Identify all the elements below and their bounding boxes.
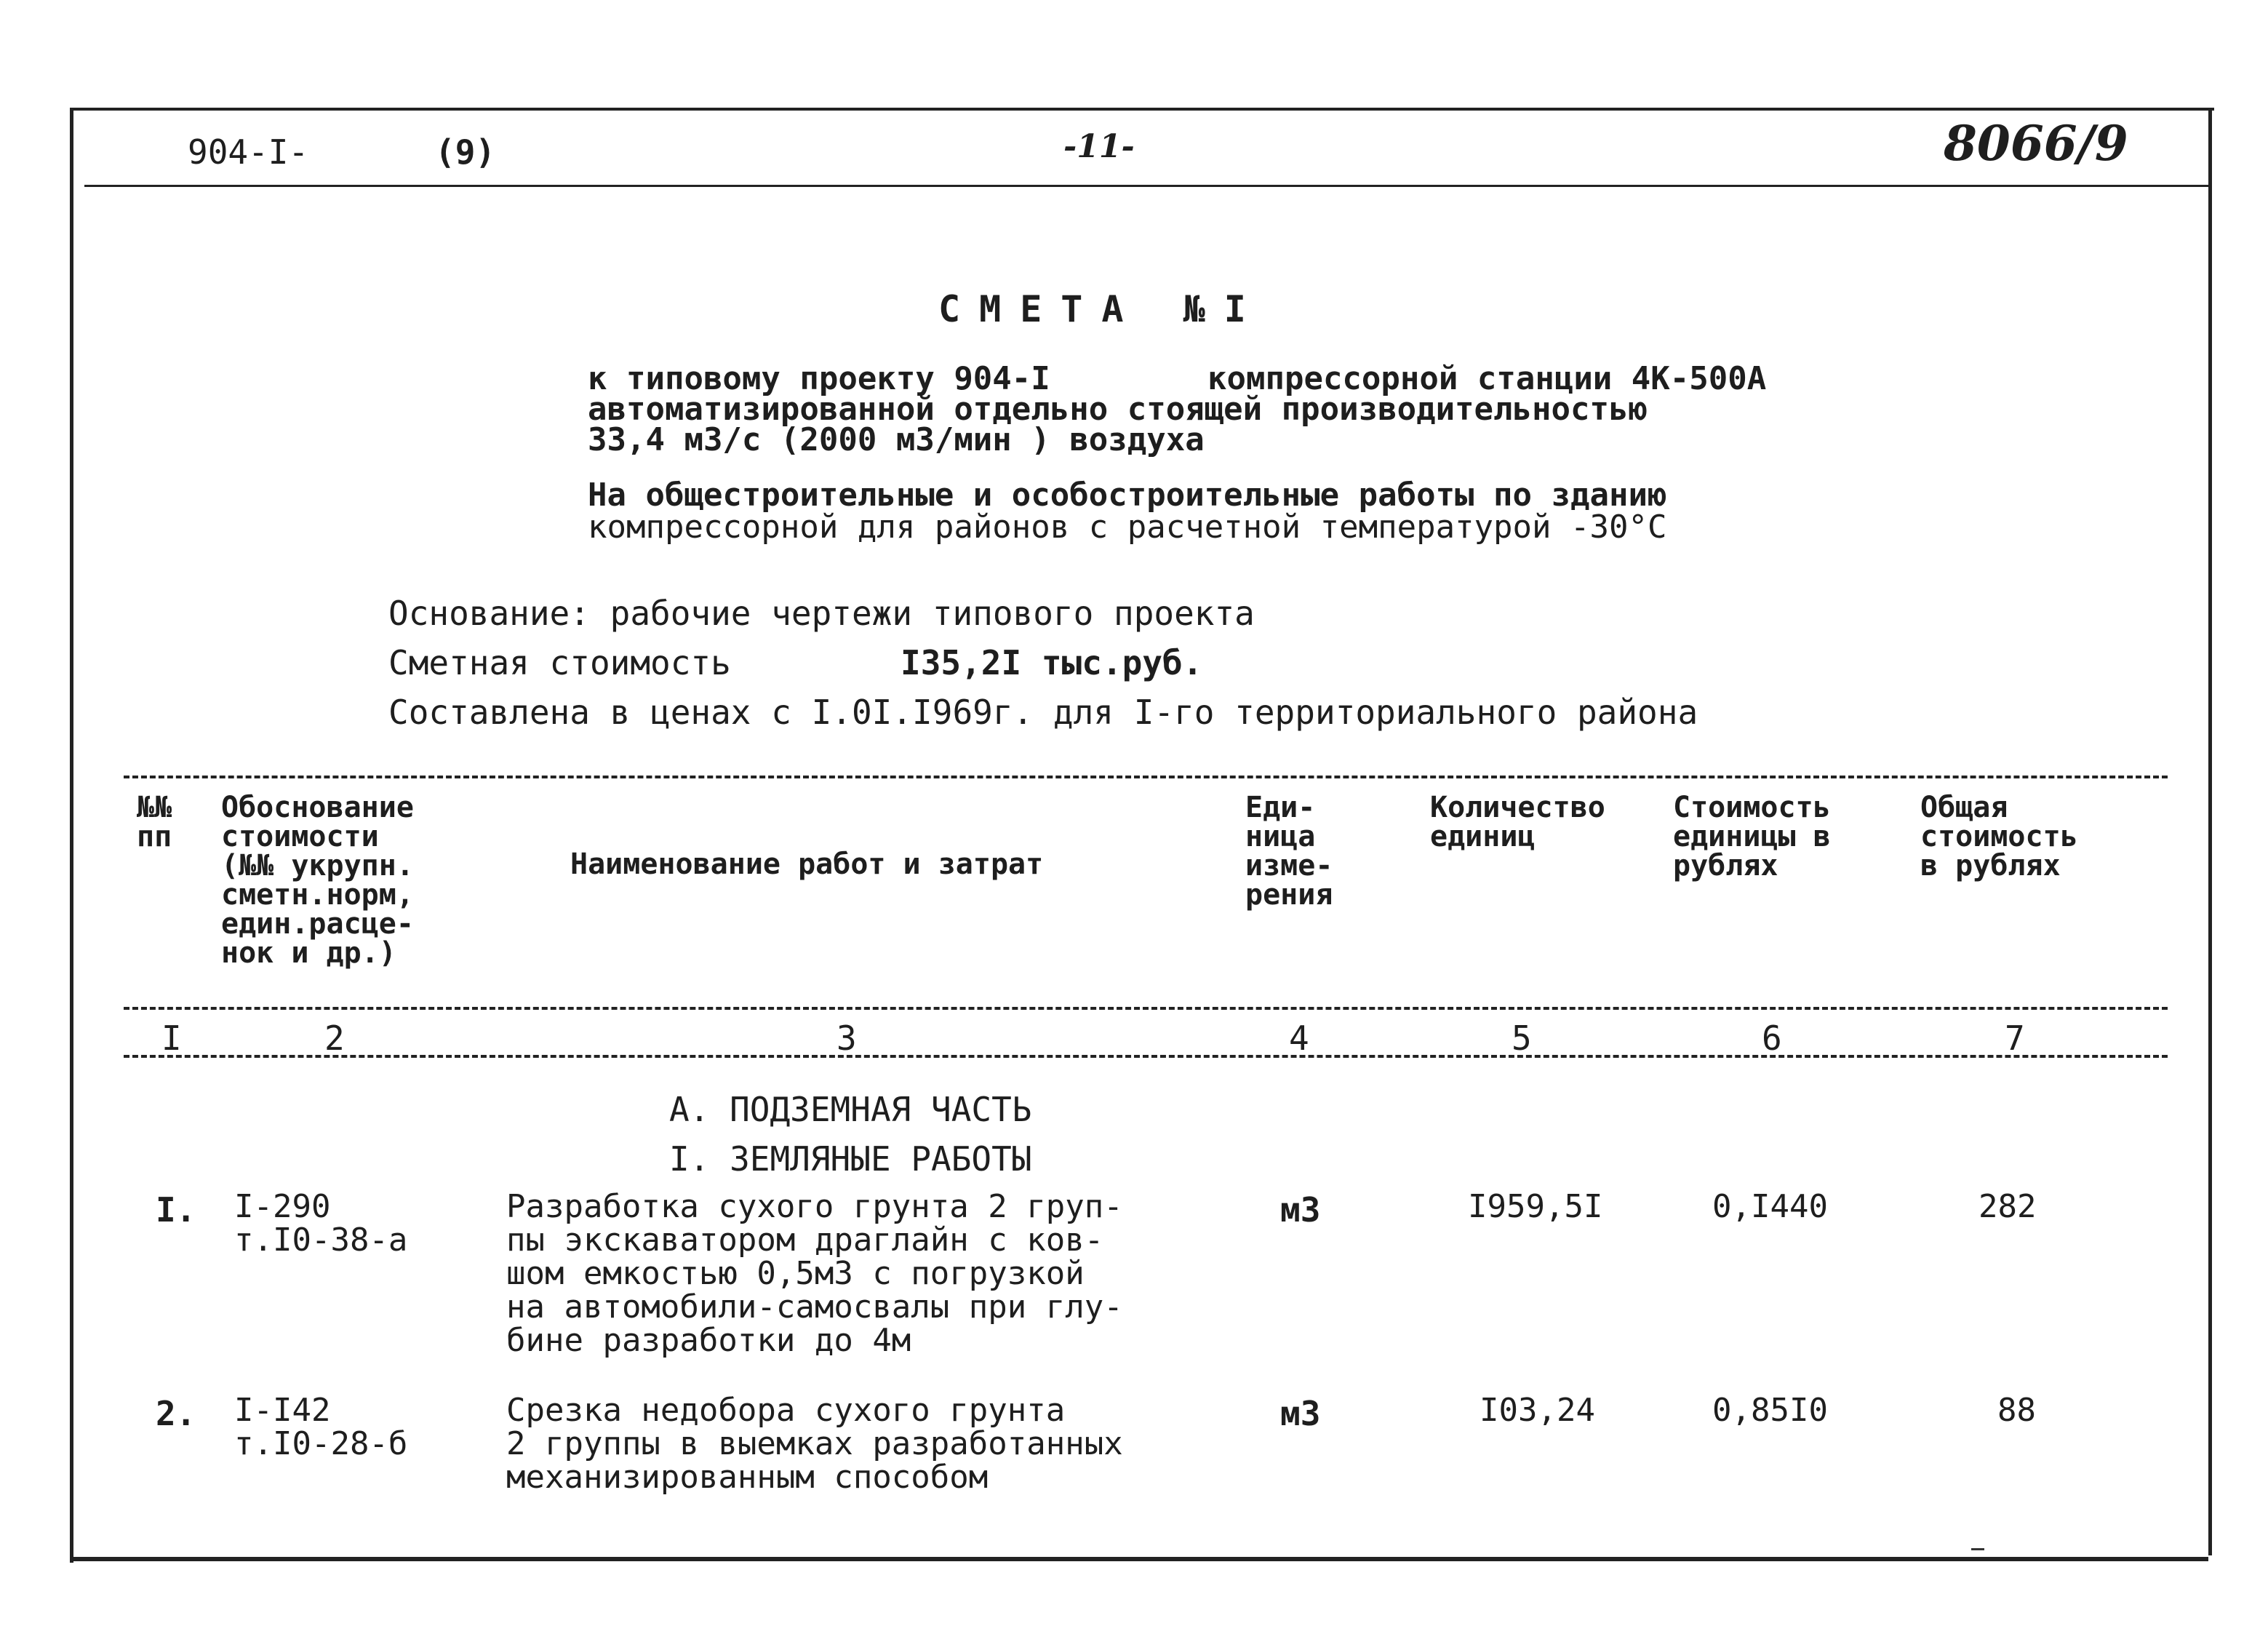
frame-left-border [70,108,73,1563]
column-number-6: 6 [1762,1019,1782,1058]
frame-right-border [2208,108,2212,1555]
row-2-name: Срезка недобора сухого грунта 2 группы в выемках разработанных механизированным способом [506,1392,1123,1496]
row-1-total: 282 [1978,1188,2037,1225]
column-number-1: I [161,1019,182,1058]
column-number-2: 2 [324,1019,345,1058]
row-1-basis: I-290 т.I0-38-а [234,1188,408,1259]
handwritten-number: 8066/9 [1944,115,2128,172]
series-number: 904-I- [188,132,309,172]
row-1-name: Разработка сухого грунта 2 груп- пы экскаватором драглайн с ков- шом емкостью 0,5м3 с погрузкой на автомобили-самосвалы при глу- бине разработки до 4м [506,1188,1123,1359]
intro-line-5: компрессорной для районов с расчетной температурой -30°С [588,509,1667,546]
row-2-number: 2. [156,1394,196,1433]
row-2-unit: м3 [1280,1394,1321,1433]
row-2-unit-cost: 0,85I0 [1712,1392,1828,1429]
header-col-6: Стоимость единицы в рублях [1673,791,1831,882]
table-numbers-rule [124,1055,2168,1058]
row-1-unit-cost: 0,I440 [1712,1188,1828,1225]
header-col-7: Общая стоимость в рублях [1920,791,2078,882]
intro-line-2: автоматизированной отдельно стоящей производительностью [588,391,1648,428]
row-1-quantity: I959,5I [1468,1188,1603,1225]
header-col-1: №№ пп [137,791,172,853]
column-number-5: 5 [1512,1019,1532,1058]
frame-top-border [70,108,2214,111]
header-rule [84,185,2208,187]
intro-line-4: На общестроительные и особостроительные работы по зданию [588,477,1667,514]
row-2-quantity: I03,24 [1480,1392,1595,1429]
document-title: СМЕТА №I [938,288,1265,330]
cost-value: I35,2I тыс.руб. [901,643,1203,682]
table-top-rule [124,776,2168,778]
intro-line-1b: компрессорной станции 4К-500А [1207,360,1767,397]
row-1-number: I. [156,1190,196,1229]
header-col-3: Наименование работ и затрат [570,848,1044,881]
issue-number: (9) [435,132,496,172]
column-number-3: 3 [836,1019,857,1058]
section-heading: А. ПОДЗЕМНАЯ ЧАСТЬ [669,1090,1032,1129]
intro-line-1a: к типовому проекту 904-I [588,360,1050,397]
row-2-total: 88 [1997,1392,2036,1429]
intro-line-3: 33,4 м3/с (2000 м3/мин ) воздуха [588,421,1205,458]
frame-bottom-border [73,1557,2208,1561]
row-2-basis: I-I42 т.I0-28-б [234,1392,408,1462]
scan-mark [1971,1548,1984,1550]
row-1-unit: м3 [1280,1190,1321,1229]
header-col-2: Обоснование стоимости (№№ укрупн. сметн.норм, един.расце- нок и др.) [221,791,414,970]
subsection-heading: I. ЗЕМЛЯНЫЕ РАБОТЫ [669,1139,1032,1179]
column-number-7: 7 [2005,1019,2025,1058]
header-col-5: Количество единиц [1430,791,1605,853]
header-col-4: Еди- ница изме- рения [1245,791,1333,912]
prices-line: Составлена в ценах с I.0I.I969г. для I-го территориального района [388,693,1698,732]
cost-label: Сметная стоимость [388,643,731,682]
page-number: -11- [1063,128,1135,165]
table-header-rule [124,1007,2168,1010]
column-number-4: 4 [1289,1019,1309,1058]
basis-line: Основание: рабочие чертежи типового проекта [388,594,1255,633]
